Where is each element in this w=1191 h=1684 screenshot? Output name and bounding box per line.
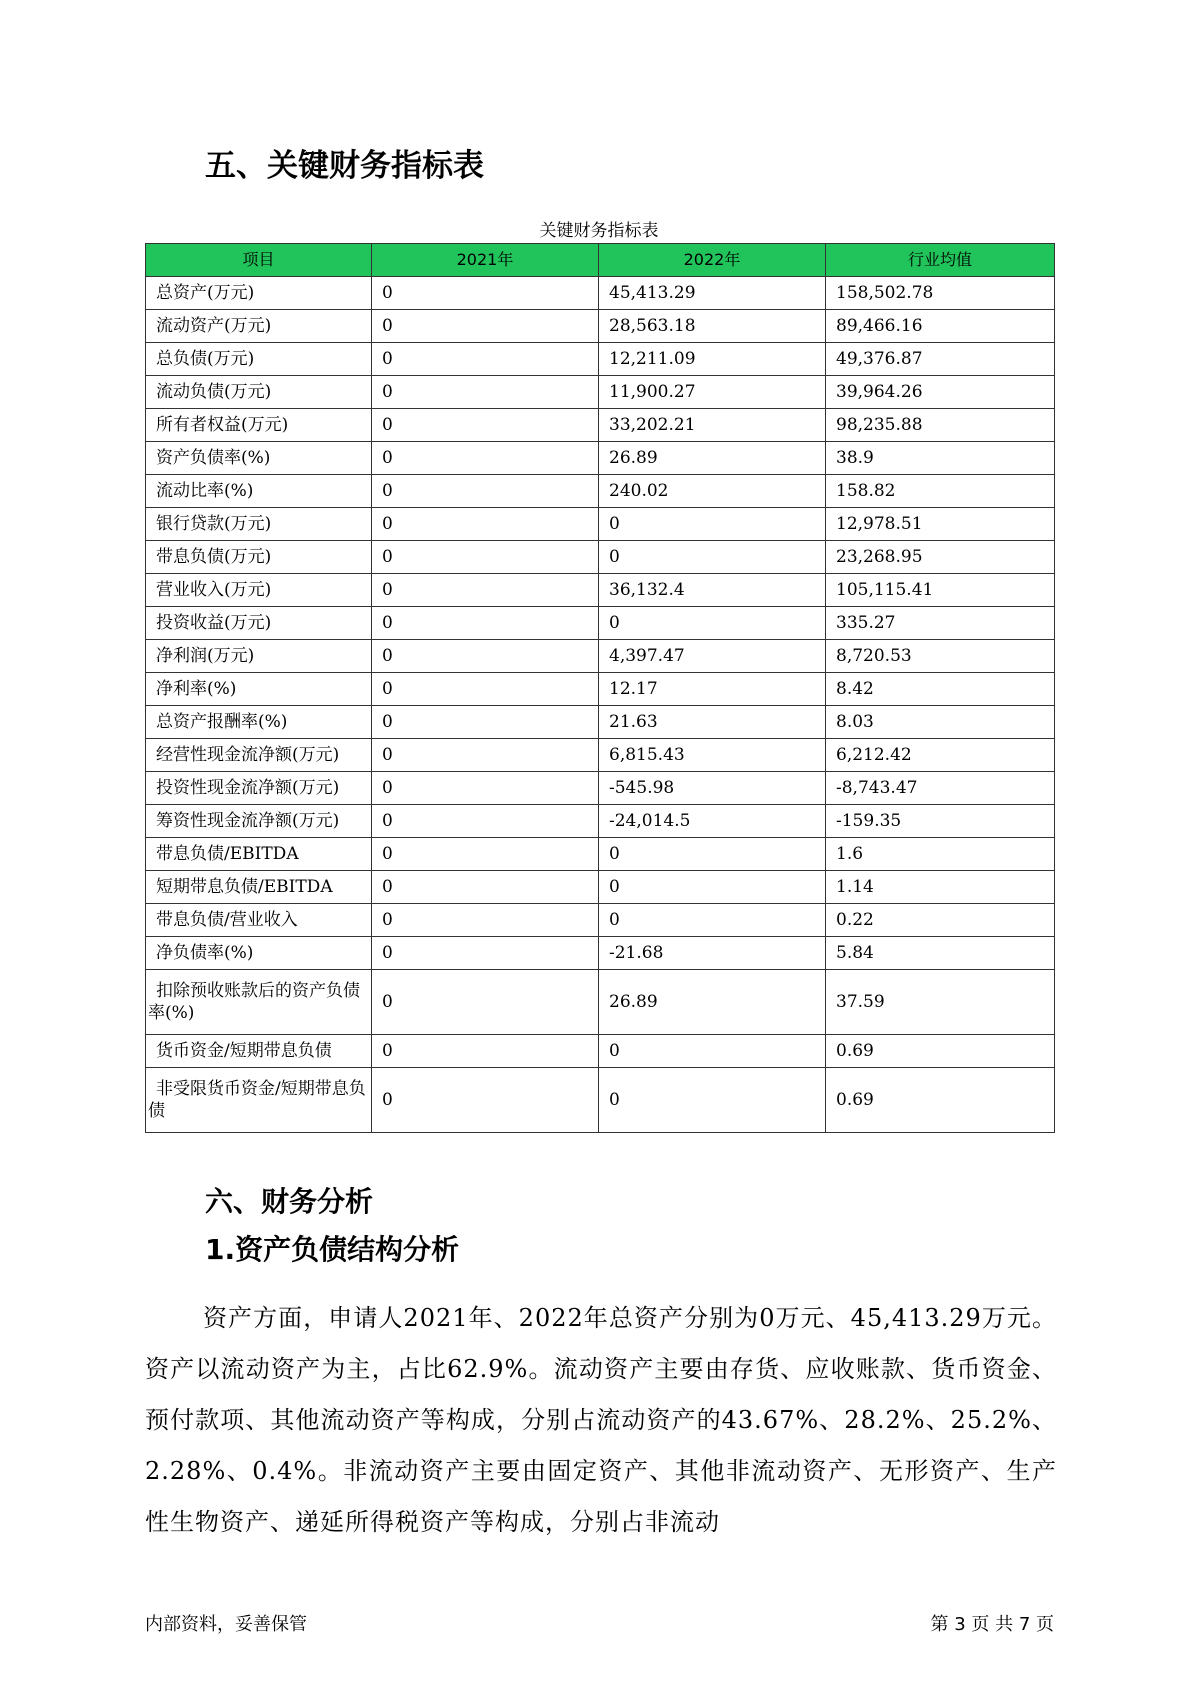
row-label-cell: 投资性现金流净额(万元)	[146, 772, 372, 805]
value-cell: 0	[372, 409, 599, 442]
value-cell: 0	[372, 673, 599, 706]
value-cell: 12,978.51	[826, 508, 1055, 541]
row-label-cell: 净利润(万元)	[146, 640, 372, 673]
value-cell: 8.03	[826, 706, 1055, 739]
value-cell: 98,235.88	[826, 409, 1055, 442]
value-cell: 28,563.18	[599, 310, 826, 343]
row-label-cell: 营业收入(万元)	[146, 574, 372, 607]
footer-confidential-note: 内部资料，妥善保管	[145, 1614, 307, 1635]
footer-page-number: 第 3 页 共 7 页	[930, 1614, 1054, 1635]
value-cell: 0	[372, 508, 599, 541]
table-row	[146, 508, 1055, 541]
table-row	[146, 706, 1055, 739]
row-label-cell: 带息负债/营业收入	[146, 904, 372, 937]
value-cell: -545.98	[599, 772, 826, 805]
value-cell: 11,900.27	[599, 376, 826, 409]
value-cell: 0	[372, 937, 599, 970]
table-row	[146, 277, 1055, 310]
value-cell: 240.02	[599, 475, 826, 508]
row-label-cell: 非受限货币资金/短期带息负债	[146, 1068, 372, 1133]
table-row	[146, 607, 1055, 640]
table-row	[146, 442, 1055, 475]
row-label-cell: 扣除预收账款后的资产负债率(%)	[146, 970, 372, 1035]
value-cell: 38.9	[826, 442, 1055, 475]
table-row	[146, 310, 1055, 343]
row-label-cell: 资产负债率(%)	[146, 442, 372, 475]
value-cell: 1.6	[826, 838, 1055, 871]
table-row	[146, 376, 1055, 409]
section2-title: 六、财务分析	[205, 1185, 374, 1218]
row-label-cell: 所有者权益(万元)	[146, 409, 372, 442]
value-cell: 0	[599, 1068, 826, 1133]
table-row	[146, 673, 1055, 706]
table-row	[146, 805, 1055, 838]
row-label-cell: 流动资产(万元)	[146, 310, 372, 343]
header-2022: 2022年	[599, 244, 826, 277]
value-cell: -159.35	[826, 805, 1055, 838]
value-cell: 105,115.41	[826, 574, 1055, 607]
row-label-cell: 总资产报酬率(%)	[146, 706, 372, 739]
table-row	[146, 970, 1055, 1035]
value-cell: 1.14	[826, 871, 1055, 904]
value-cell: 0	[372, 343, 599, 376]
table-row	[146, 475, 1055, 508]
table-row	[146, 409, 1055, 442]
value-cell: 0	[372, 310, 599, 343]
value-cell: -21.68	[599, 937, 826, 970]
value-cell: 0	[372, 277, 599, 310]
value-cell: 26.89	[599, 442, 826, 475]
value-cell: 0	[372, 706, 599, 739]
table-row	[146, 640, 1055, 673]
value-cell: 33,202.21	[599, 409, 826, 442]
value-cell: 26.89	[599, 970, 826, 1035]
value-cell: -24,014.5	[599, 805, 826, 838]
row-label-cell: 带息负债(万元)	[146, 541, 372, 574]
value-cell: 12,211.09	[599, 343, 826, 376]
value-cell: 158.82	[826, 475, 1055, 508]
row-label-cell: 投资收益(万元)	[146, 607, 372, 640]
value-cell: 0	[372, 475, 599, 508]
table-row	[146, 1035, 1055, 1068]
value-cell: 0	[372, 838, 599, 871]
value-cell: 0	[372, 574, 599, 607]
value-cell: 0.69	[826, 1035, 1055, 1068]
table-header-row	[146, 244, 1055, 277]
header-2021: 2021年	[372, 244, 599, 277]
table-row	[146, 772, 1055, 805]
value-cell: 0	[372, 904, 599, 937]
value-cell: 39,964.26	[826, 376, 1055, 409]
row-label-cell: 总资产(万元)	[146, 277, 372, 310]
value-cell: 0	[372, 442, 599, 475]
table-row	[146, 541, 1055, 574]
value-cell: 8.42	[826, 673, 1055, 706]
value-cell: 6,212.42	[826, 739, 1055, 772]
value-cell: 0	[372, 970, 599, 1035]
value-cell: 0	[599, 541, 826, 574]
value-cell: 0.22	[826, 904, 1055, 937]
analysis-paragraph: 资产方面，申请人2021年、2022年总资产分别为0万元、45,413.29万元。资产以流动资产为主，占比62.9%。流动资产主要由存货、应收账款、货币资金、预付款项、其他流动资产等构成，分别占流动资产的43.67%、28.2%、25.2%、2.28%、0.4%。非流动资产主要由固定资产、其他非流动资产、无形资产、生产性生物资产、递延所得税资产等构成，分别占非流动	[145, 1304, 1057, 1536]
value-cell: 49,376.87	[826, 343, 1055, 376]
value-cell: 0	[372, 739, 599, 772]
value-cell: 158,502.78	[826, 277, 1055, 310]
header-item: 项目	[146, 244, 372, 277]
value-cell: 0	[372, 772, 599, 805]
value-cell: 0	[599, 607, 826, 640]
row-label-cell: 净负债率(%)	[146, 937, 372, 970]
value-cell: 23,268.95	[826, 541, 1055, 574]
table-row	[146, 838, 1055, 871]
subsection-title: 1.资产负债结构分析	[205, 1233, 460, 1266]
row-label-cell: 筹资性现金流净额(万元)	[146, 805, 372, 838]
table-caption: 关键财务指标表	[539, 221, 659, 241]
value-cell: 0.69	[826, 1068, 1055, 1133]
value-cell: 5.84	[826, 937, 1055, 970]
value-cell: 45,413.29	[599, 277, 826, 310]
value-cell: 0	[372, 1035, 599, 1068]
value-cell: 89,466.16	[826, 310, 1055, 343]
value-cell: 21.63	[599, 706, 826, 739]
row-label-cell: 经营性现金流净额(万元)	[146, 739, 372, 772]
value-cell: 335.27	[826, 607, 1055, 640]
row-label-cell: 带息负债/EBITDA	[146, 838, 372, 871]
table-row	[146, 937, 1055, 970]
value-cell: 0	[372, 376, 599, 409]
value-cell: 0	[599, 838, 826, 871]
value-cell: 36,132.4	[599, 574, 826, 607]
value-cell: 0	[372, 871, 599, 904]
value-cell: 0	[599, 508, 826, 541]
row-label-cell: 总负债(万元)	[146, 343, 372, 376]
row-label-cell: 货币资金/短期带息负债	[146, 1035, 372, 1068]
row-label-cell: 流动负债(万元)	[146, 376, 372, 409]
value-cell: 12.17	[599, 673, 826, 706]
table-row	[146, 904, 1055, 937]
value-cell: 0	[372, 607, 599, 640]
value-cell: 4,397.47	[599, 640, 826, 673]
value-cell: 0	[372, 1068, 599, 1133]
value-cell: -8,743.47	[826, 772, 1055, 805]
table-row	[146, 739, 1055, 772]
value-cell: 0	[372, 640, 599, 673]
table-row	[146, 1068, 1055, 1133]
row-label-cell: 短期带息负债/EBITDA	[146, 871, 372, 904]
value-cell: 0	[599, 871, 826, 904]
row-label-cell: 银行贷款(万元)	[146, 508, 372, 541]
table-body	[146, 277, 1055, 1133]
row-label-cell: 流动比率(%)	[146, 475, 372, 508]
value-cell: 6,815.43	[599, 739, 826, 772]
value-cell: 8,720.53	[826, 640, 1055, 673]
key-financial-indicators-table	[145, 243, 1055, 1133]
value-cell: 0	[599, 904, 826, 937]
value-cell: 0	[372, 541, 599, 574]
section-title: 五、关键财务指标表	[205, 148, 484, 184]
table-row	[146, 343, 1055, 376]
value-cell: 0	[372, 805, 599, 838]
table-row	[146, 574, 1055, 607]
row-label-cell: 净利率(%)	[146, 673, 372, 706]
value-cell: 37.59	[826, 970, 1055, 1035]
table-row	[146, 871, 1055, 904]
header-industry-average: 行业均值	[826, 244, 1055, 277]
value-cell: 0	[599, 1035, 826, 1068]
